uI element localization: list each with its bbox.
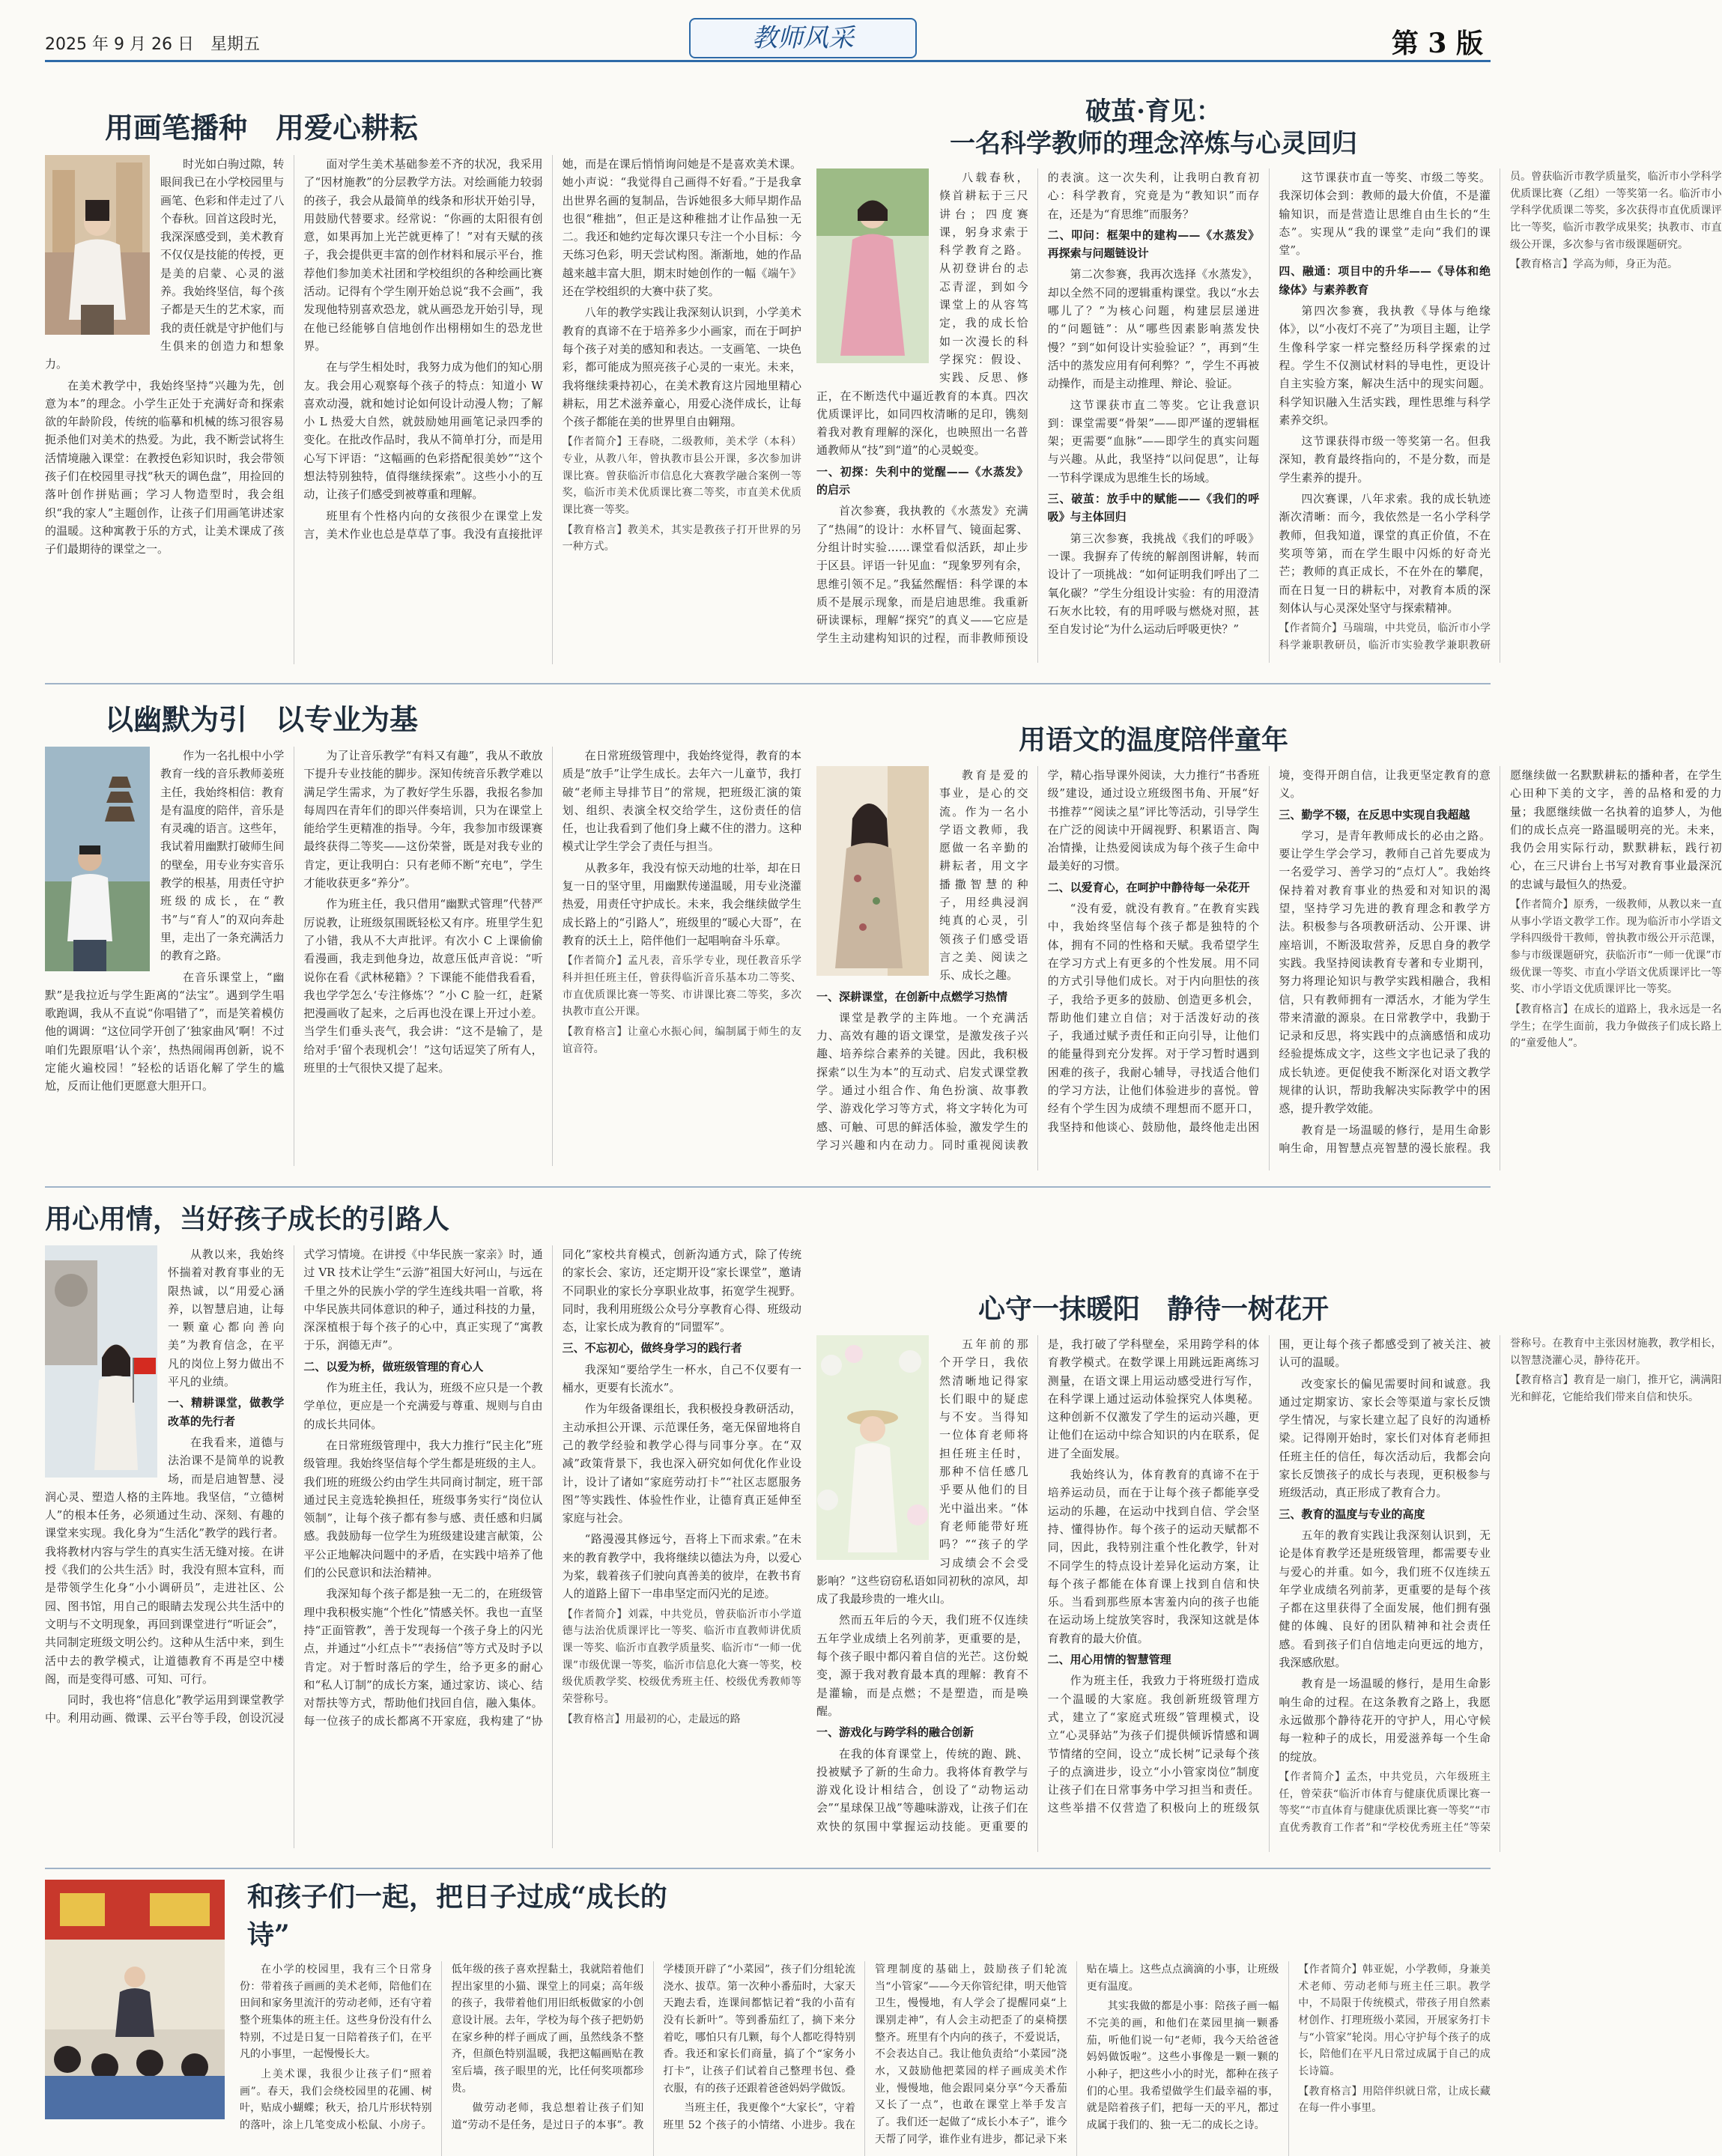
author-photo <box>816 1335 929 1560</box>
paragraph: 改变家长的偏见需要时间和诚意。我通过定期家访、家长会等渠道与家长反馈学生情况，与家长建立起了良好的沟通桥梁。记得刚开始时，家长们对体育老师担任班主任的信任，每次活动后，我都会向家长反馈孩子的成长与表现，更积极参与班级活动，真正形成了教育合力。 <box>1279 1376 1491 1500</box>
article-title: 用心用情，当好孩子成长的引路人 <box>45 1203 450 1235</box>
section-heading: 一、游戏化与跨学科的融合创新 <box>816 1725 974 1740</box>
article-body <box>45 747 801 1166</box>
section-heading: 一、精耕课堂，做教学改革的先行者 <box>168 1396 285 1428</box>
author-bio: 【作者简介】马瑞瑞，中共党员，临沂市小学科学兼职教研员，临沂市实验教学兼职教研员。曾获临沂市教学质量奖，临沂市小学科学优质课比赛（乙组）一等奖第一名。临沂市小学科学优质课二等奖，多次获得市直优质课评比一等奖，临沂市教学成果奖；执教市、市直级公开课，多次参与省市级课题研究。 <box>1279 171 1722 652</box>
author-bio: 【作者简介】王春晓，二级教师，美术学（本科）专业，从教八年，曾执教市县公开课，多次参加讲课比赛。曾获临沂市信息化大赛教学融合案例一等奖，临沂市美术优质课比赛二等奖，市直美术优质课比赛一等奖。 <box>562 436 801 517</box>
article-chinese <box>816 719 1722 1176</box>
section-heading: 三、不忘初心，做终身学习的践行者 <box>562 1341 742 1355</box>
section-heading: 一、深耕课堂，在创新中点燃学习热情 <box>816 989 1008 1003</box>
paragraph: 教育是一场温暖的修行，是用生命影响生命，用智慧点亮智慧的漫长旅程。我愿继续做一名默默耕耘的播种者，在学生心田种下美的文字，善的品格和爱的力量；我愿继续做一名执着的追梦人，为他们的成长点亮一路温暖明亮的光。未来，我仍会用实际行动，默默耕耘，践行初心，在三尺讲台上书写对教育事业最深沉的忠诚与最恒久的热爱。 <box>1279 768 1722 1155</box>
author-photo <box>45 747 150 971</box>
article-title: 破茧·育见： 一名科学教师的理念淬炼与心灵回归 <box>950 97 1357 159</box>
section-heading: 三、教育的温度与专业的高度 <box>1279 1507 1425 1521</box>
author-bio: 【作者简介】孟杰，中共党员，六年级班主任，曾荣获“临沂市体育与健康优质课比赛一等奖”“市直体育与健康优质课比赛一等奖”“市直优秀教育工作者”和“学校优秀班主任”等荣誉称号。在教育中主张因材施教，教学相长，以智慧浇灌心灵，静待花开。 <box>1279 1337 1722 1834</box>
article-science <box>816 96 1722 672</box>
section-heading: 四、融通：项目中的升华——《导体和绝缘体》与素养教育 <box>1279 264 1491 297</box>
paragraph: 我深知“要给学生一杯水，自己不仅要有一桶水，更要有长流水”。 <box>562 1362 801 1395</box>
paragraph: “没有爱，就没有教育。”在教育实践中，我始终坚信每个孩子都是独特的个体，拥有不同的性格和天赋。我希望学生在学习方式上有更多的个性发展。用不同的方式引导他们成长。对于内向胆怯的孩子，我给予更多的鼓励、创造更多机会，帮助他们建立自信；对于活泼好动的孩子，我通过赋予责任和正向引导，让他们的能量得到充分发挥。对于学习暂时遇到困难的孩子，我耐心辅导，寻找适合他们的学习方法，让他们体验进步的喜悦。曾经有个学生因为成绩不理想而不愿开口，我坚持和他谈心、鼓励他，最终他走出困境，变得开朗自信，让我更坚定教育的意义。 <box>1047 768 1491 1134</box>
paragraph: 在与学生相处时，我努力成为他们的知心朋友。我会用心观察每个孩子的特点：知道小 W 喜欢动漫，就和她讨论如何设计动漫人物；了解小 L 热爱大自然，就鼓励她用画笔记录四季的变化。在批改作品时，我从不简单打分，而是用心写下评语：“这幅画的色彩搭配很美妙”“这个想法特别独特，值得继续探索”。这些小小的互动，让孩子们感受到被尊重和理解。 <box>303 360 543 502</box>
article-body <box>816 766 1722 1170</box>
teaching-motto: 【教育格言】在成长的道路上，我永远是一名学生；在学生面前，我力争做孩子们成长路上的“童爱他人”。 <box>1509 1003 1722 1050</box>
paragraph: 这节课获市直二等奖。它让我意识到：课堂需要“骨架”——即严谨的逻辑框架；更需要“血脉”——即学生的真实问题与兴趣。从此，我坚持“以问促思”，让每一节科学课成为思维生长的场域。 <box>1047 398 1260 485</box>
teaching-motto: 【教育格言】教美术，其实是教孩子打开世界的另一种方式。 <box>562 523 801 553</box>
paragraph: “路漫漫其修远兮，吾将上下而求索。”在未来的教育教学中，我将继续以德法为舟，以爱心为桨，载着孩子们驶向真善美的彼岸，在教书育人的道路上留下一串串坚定而闪光的足迹。 <box>562 1532 801 1601</box>
photo-portrait-woman-white-coat-icon <box>45 155 150 335</box>
article-art-labor <box>240 1876 1491 2146</box>
paragraph: 在小学的校园里，我有三个日常身份：带着孩子画画的美术老师，陪他们在田间和家务里流汗的劳动老师，还有守着整个班集体的班主任。这些身份没有什么特别，不过是日复一日陪着孩子们，在平凡的小事里，一起慢慢长大。 <box>240 1964 432 2061</box>
paragraph: 当班主任，我更像个“大家长”，守着班里 52 个孩子的小情绪、小进步。我在管理制度的基础上，鼓励孩子们轮流当“小管家”——今天你管纪律，明天他管卫生，慢慢地，有人学会了提醒同桌“上课别走神”，有人会主动把歪了的桌椅摆整齐。班里有个内向的孩子，不爱说话，不会表达自己。我让他负责给“小菜园”浇水，又鼓励他把菜园的样子画成美术作业，慢慢地，他会跟同桌分享“今天番茄又长了一点”，也敢在课堂上举手发言了。我们还一起做了“成长小本子”，谁今天帮了同学，谁作业有进步，都记录下来贴在墙上。这些点点滴滴的小事，让班级更有温度。 <box>663 1964 1279 2146</box>
paragraph: 教育是爱的事业，是心的交流。作为一名小学语文教师，我愿做一名辛勤的耕耘者，用文字播撒智慧的种子，用经典浸润纯真的心灵，引领孩子们感受语言之美、阅读之乐、成长之趣。 <box>939 768 1028 983</box>
paragraph: 这节课获得市级一等奖第一名。但我深知，教育最终指向的，不是分数，而是学生素养的提升。 <box>1279 434 1491 485</box>
paragraph: 作为年级备课组长，我积极投身教研活动，主动承担公开课、示范课任务，毫无保留地将自己的教学经验和教学心得与同事分享。在“双减”政策背景下，我也深入研究如何优化作业设计，设计了诸如“家庭劳动打卡”“社区志愿服务图”等实践性、体验性作业，让德育真正延伸至家庭与社会。 <box>562 1402 801 1525</box>
paragraph: 八年的教学实践让我深刻认识到，小学美术教育的真谛不在于培养多少小画家，而在于呵护每个孩子对美的感知和表达。一支画笔、一块色彩，都可能成为照亮孩子心灵的一束光。未来，我将继续秉持初心，在美术教育这片园地里精心耕耘，用艺术滋养童心，用爱心浇伴成长，让每个孩子都能在美的世界里自由翱翔。 <box>562 306 801 429</box>
paragraph: 四次赛课，八年求索。我的成长轨迹渐次清晰：而今，我依然是一名小学科学教师，但我知道，课堂的真正价值，不在奖项等第，而在学生眼中闪烁的好奇光芒；教师的真正成长，不在外在的攀爬，而在日复一日的耕耘中，对教育本质的深刻体认与心灵深处坚守与探索精神。 <box>1279 492 1491 615</box>
section-title: 教师风采 <box>689 18 917 58</box>
article-body <box>816 168 1722 663</box>
section-heading: 二、用心用情的智慧管理 <box>1047 1653 1171 1667</box>
issue-date: 2025 年 9 月 26 日 星期五 <box>45 35 260 54</box>
article-morality <box>45 1198 801 1857</box>
paragraph: 作为班主任，我认为，班级不应只是一个教学单位，更应是一个充满爱与尊重、规则与自由的成长共同体。 <box>303 1381 543 1431</box>
divider <box>45 1868 1491 1869</box>
paragraph: 我始终认为，体育教育的真谛不在于培养运动员，而在于让每个孩子都能享受运动的乐趣，在运动中找到自信、学会坚持、懂得协作。每个孩子的运动天赋都不同，因此，我特别注重个性化教学，针对不同学生的特点设计差异化运动方案，让每个孩子都能在体育课上找到自信和快乐。当看到那些原本害羞内向的孩子也能在运动场上绽放笑容时，我深知这就是体育教育的最大价值。 <box>1047 1468 1260 1645</box>
paragraph: 作为一名扎根中小学教育一线的音乐教师姜班主任，我始终相信：教育是有温度的陪伴，音乐是有灵魂的语言。这些年，我试着用幽默打破师生间的壁垒，用专业夯实音乐教学的根基，用责任守护班级的成长，在“教书”与“育人”的双向奔赴里，走出了一条充满活力的教育之路。 <box>160 749 285 963</box>
author-photo <box>816 168 929 363</box>
section-heading: 三、破茧：放手中的赋能——《我们的呼吸》与主体回归 <box>1047 492 1260 524</box>
section-heading: 三、勤学不辍，在反思中实现自我超越 <box>1279 807 1470 822</box>
article-body <box>45 1245 801 1848</box>
paragraph: 然而五年后的今天，我们班不仅连续五年学业成绩上名列前茅，更重要的是，每个孩子眼中都闪着自信的光芒。这份蜕变，源于我对教育最本真的理解：教育不是灌输，而是点燃；不是塑造，而是唤醒。 <box>816 1613 1028 1718</box>
section-heading: 二、以爱育心，在呵护中静待每一朵花开 <box>1047 880 1250 894</box>
paragraph: 这节课获市直一等奖、市级二等奖。我深切体会到：教师的最大价值，不是灌输知识，而是营造让思维自由生长的“生态”。实现从“我的课堂”走向“我们的课堂”。 <box>1279 171 1491 258</box>
page-number: 第 3 版 <box>1391 28 1483 59</box>
paragraph: 作为班主任，我致力于将班级打造成一个温暖的大家庭。我创新班级管理方式，建立了“家庭式班级”管理模式，设立“心灵驿站”为孩子们提供倾诉情感和调节情绪的空间，设立“成长树”记录每个孩子的点滴进步，设立“小小管家岗位”制度让孩子们在日常事务中学习担当和责任。这些举措不仅营造了积极向上的班级氛围，更让每个孩子都感受到了被关注、被认可的温暖。 <box>1047 1337 1491 1815</box>
paragraph: 学习，是青年教师成长的必由之路。要让学生学会学习，教师自己首先要成为一名爱学习、善学习的“点灯人”。我始终保持着对教育事业的热爱和对知识的渴望，坚持学习先进的教育理念和教学方法。积极参与各项教研活动、公开课、讲座培训，不断汲取营养，反思自身的教学实践。我坚持阅读教育专著和专业期刊，努力将理论知识与教学实践相融合，我相信，只有教师拥有一潭活水，才能为学生带来清澈的源泉。在日常教学中，我勤于记录和反思，将实践中的点滴感悟和成功经验提炼成文字，这些文字也记录了我的成长轨迹。更促使我不断深化对语文教学规律的认识，帮助我解决实际教学中的困惑，提升教学效能。 <box>1279 828 1491 1116</box>
teaching-motto: 【教育格言】教育是一扇门，推开它，满满阳光和鲜花，它能给我们带来自信和快乐。 <box>1509 1374 1722 1404</box>
section-heading: 二、以爱为桥，做班级管理的育心人 <box>303 1359 484 1373</box>
paragraph: 作为班主任，我只借用“幽默式管理”代替严厉说教，让班级氛围既轻松又有序。班里学生犯了小错，我从不大声批评。有次小 C 上课偷偷看漫画，我走到他身边，故意压低声音说：“听说你在看《武林秘籍》？下课能不能借我看看，我也学学怎么‘专注修炼’？”小 C 脸一红，赶紧把漫画收了起来，之后再也没在课上开过小差。当学生们垂头丧气，我会讲：“这不是输了，是给对手‘留个表现机会’！”这句话逗笑了所有人，班里的士气很快又提了起来。 <box>303 897 543 1075</box>
photo-classroom-students-icon <box>45 1880 225 2119</box>
paragraph: 八载春秋，倏首耕耘于三尺讲台；四度赛课，躬身求索于科学教育之路。从初登讲台的忐忑青涩，到如今课堂上的从容笃定，我的成长恰如一次漫长的科学探究：假设、实践、反思、修正，在不断迭代中逼近教育的本真。四次优质课评比，如同四枚清晰的足印，镌刻着我对教育理解的深化，也映照出一名普通教师从“技”到“道”的心灵蜕变。 <box>816 171 1028 458</box>
paragraph: 时光如白驹过隙，转眼间我已在小学校园里与画笔、色彩和伴走过了八个春秋。回首这段时光，我深深感受到，美术教育不仅仅是技能的传授，更是美的启蒙、心灵的滋养。我始终坚信，每个孩子都是天生的艺术家，而我的责任就是守护他们与生俱来的创造力和想象力。 <box>45 157 285 371</box>
article-title: 用语文的温度陪伴童年 <box>1018 724 1288 756</box>
paragraph: 从教以来，我始终怀揣着对教育事业的无限热诚，以“用爱心涵养，以智慧启迪，让每一颗童心都向善向美”为教育信念，在平凡的岗位上努力做出不平凡的业绩。 <box>168 1248 285 1389</box>
author-bio: 【作者简介】韩亚妮，小学教师，身兼美术老师、劳动老师与班主任三职。教学中，不局限于传统模式，带孩子用自然素材创作、打理班级小菜园，开展家务打卡与“小管家”轮岗。用心守护每个孩子的成长，陪他们在平凡日常过成属于自己的成长诗篇。 <box>1298 1964 1491 2078</box>
paragraph: 第二次参赛，我再次选择《水蒸发》，却以全然不同的逻辑重构课堂。我以“水去哪儿了？”为核心问题，构建层层递进的“问题链”：从“哪些因素影响蒸发快慢？”到“如何设计实验验证？”，再到“生活中的蒸发应用有何利弊？”，学生不再被动操作，而是主动推理、辩论、验证。 <box>1047 267 1260 391</box>
article-body <box>45 155 801 664</box>
article-title: 以幽默为引 以专业为基 <box>105 702 419 736</box>
classroom-photo <box>45 1880 225 2119</box>
section-heading: 二、叩问：框架中的建构——《水蒸发》再探索与问题链设计 <box>1047 228 1260 261</box>
paragraph: 面对学生美术基础参差不齐的状况，我采用了“因材施教”的分层教学方法。对绘画能力较弱的孩子，我会从最简单的线条和形状开始引导，用鼓励代替要求。经常说：“你画的太阳很有创意，如果再加上光芒就更棒了！”对有天赋的孩子，我会提供更丰富的创作材料和展示平台，推荐他们参加美术社团和学校组织的各种绘画比赛活动。记得有个学生刚开始总说“我不会画”，我发现他特别喜欢恐龙，就从画恐龙开始引导，现在他已经能够自信地创作出栩栩如生的恐龙世界。 <box>303 157 543 353</box>
paragraph: 首次参赛，我执教的《水蒸发》充满了“热闹”的设计：水杯冒气、镜面起雾、分组计时实验……课堂看似活跃，却止步于区县。评语一针见血：“现象罗列有余，思维引领不足。”我猛然醒悟：科学课的本质不是展示现象，而是启迪思维。我重新研读课标，理解“探究”的真义——它应是学生主动建构知识的过程，而非教师预设的表演。这一次失利，让我明白教育初心：科学教育，究竟是为“教知识”而存在，还是为“育思维”而服务？ <box>816 171 1260 646</box>
teaching-motto: 【教育格言】学高为师，身正为范。 <box>1509 258 1678 271</box>
divider <box>45 683 1491 684</box>
teaching-motto: 【教育格言】用最初的心，走最远的路 <box>562 1713 741 1725</box>
teaching-motto: 【教育格言】让童心水振心间，编制属于师生的友谊音符。 <box>562 1025 801 1055</box>
article-body <box>240 1961 1491 2156</box>
paragraph: 教育是一场温暖的修行，是用生命影响生命的过程。在这条教育之路上，我愿永远做那个静待花开的守护人，用心守候每一粒种子的成长，用爱滋养每一个生命的绽放。 <box>1279 1677 1491 1764</box>
paragraph: 第三次参赛，我挑战《我们的呼吸》一课。我摒弃了传统的解剖图讲解，转而设计了一项挑战：“如何证明我们呼出了二氧化碳？”学生分组设计实验：有的用澄清石灰水比较，有的用呼吸与燃烧对照，甚至自发讨论“为什么运动后呼吸更快？” <box>1047 531 1260 637</box>
author-photo <box>45 1245 157 1478</box>
author-bio: 【作者简介】孟凡表，音乐学专业，现任教音乐学科并担任班主任，曾获得临沂音乐基本功二等奖、市直优质课比赛一等奖、市讲课比赛二等奖，多次执教市直公开课。 <box>562 955 801 1018</box>
photo-portrait-woman-pink-dress-icon <box>816 168 929 363</box>
article-painting <box>45 105 801 674</box>
paragraph: 做劳动老师，我总想着让孩子们知道“劳动不是任务，是过日子的本事”。教学楼顶开辟了“小菜园”，孩子们分组轮流浇水、拔草。第一次种小番茄时，大家天天跑去看，连课间都惦记着“我的小苗有没有长新叶”。等到番茄红了，摘下来分着吃，哪怕只有几颗，每个人都吃得特别香。我还和家长们商量，搞了个“家务小打卡”，让孩子们试着自己整理书包、叠衣服，有的孩子还跟着爸爸妈妈学做饭。 <box>451 1964 855 2132</box>
photo-portrait-woman-red-flag-icon <box>45 1245 157 1478</box>
article-music <box>45 696 801 1176</box>
author-bio: 【作者简介】刘霖，中共党员，曾获临沂市小学道德与法治优质课评比一等奖、临沂市直教师讲优质课一等奖、临沂市直教学质量奖、临沂市“一师一优课”市级优课一等奖，临沂市信息化大赛一等奖，校级优质教学奖、校级优秀班主任、校级优秀教师等荣誉称号。 <box>562 1608 801 1705</box>
section-heading: 一、初探：失利中的觉醒——《水蒸发》的启示 <box>816 464 1028 497</box>
author-photo <box>816 766 929 976</box>
photo-portrait-woman-floral-dress-icon <box>816 766 929 976</box>
paragraph: 从教多年，我没有惊天动地的壮举，却在日复一日的坚守里，用幽默传递温暖，用专业浇灌热爱，用责任守护成长。未来，我会继续做学生成长路上的“引路人”，班级里的“暖心大哥”，在教育的沃土上，陪伴他们一起唱响奋斗乐章。 <box>562 860 801 947</box>
photo-portrait-man-pagoda-icon <box>45 747 150 971</box>
paragraph: 上美术课，我很少让孩子们“照着画”。春天，我们会绕校园里的花圃、树叶，贴成小蝴蝶；秋天，拾几片形状特别的落叶，涂上几笔变成小松鼠、小房子。低年级的孩子喜欢捏黏土，我就陪着他们捏出家里的小猫、课堂上的同桌；高年级的孩子，我带着他们用旧纸板做家的小创意设计展。去年，学校为每个孩子把奶奶在家乡种的样子画成了画，虽然线条不整齐，但颜色特别温暖，我把这幅画贴在教室后墙，孩子眼里的光，比任何奖项都珍贵。 <box>240 1964 644 2132</box>
paragraph: 在音乐课堂上，“幽默”是我拉近与学生距离的“法宝”。遇到学生唱歌跑调，我从不直说“你唱错了”，而是笑着模仿他的调调：“这位同学开创了‘独家曲风’啊！不过咱们先跟原唱‘认个亲’，热热闹闹再创新，说不定能火遍校园！”轻松的话语化解了学生的尴尬，反而让他们更愿意大胆开口。 <box>45 970 285 1093</box>
author-photo <box>45 155 150 335</box>
article-pe <box>816 1288 1722 1857</box>
paragraph: 课堂是教学的主阵地。一个充满活力、高效有趣的语文课堂，是激发孩子兴趣、培养综合素养的关键。因此，我积极探索“以生为本”的互动式、启发式课堂教学。通过小组合作、角色扮演、故事教学、游戏化学习等方式，将文字转化为可感、可触、可思的鲜活体验，激发学生的学习兴趣和内在动力。同时重视阅读教学，精心指导课外阅读，大力推行“书香班级”建设，通过设立班级图书角、开展“好书推荐”“阅读之星”评比等活动，引导学生在广泛的阅读中开阔视野、积累语言、陶冶情操，让热爱阅读成为每个孩子生命中最美好的习惯。 <box>816 768 1260 1152</box>
article-title: 和孩子们一起，把日子过成“成长的诗” <box>247 1881 667 1951</box>
article-title: 心守一抹暖阳 静待一树花开 <box>977 1293 1329 1325</box>
masthead <box>45 13 1491 62</box>
photo-portrait-woman-garden-icon <box>816 1335 929 1560</box>
paragraph: 五年前的那个开学日，我依然清晰地记得家长们眼中的疑虑与不安。当得知一位体育老师将担任班主任时，那种不信任感几乎要从他们的目光中溢出来。“体育老师能带好班吗？”“孩子的学习成绩会不会受影响？”这些窃窃私语如同初秋的凉风，却成了我最珍贵的一堆火山。 <box>816 1337 1028 1606</box>
paragraph: 为了让音乐教学“有料又有趣”，我从不敢放下提升专业技能的脚步。深知传统音乐教学难以满足学生需求，为了教好学生乐器，我报名参加每周四在青年们的即兴伴奏培训，只为在课堂上能给学生更精准的指导。今年，我参加市级课赛最终获得二等奖——这份荣誉，既是对我专业的肯定，更让我明白：只有老师不断“充电”，学生才能收获更多“养分”。 <box>303 749 543 890</box>
paragraph: 班里有个性格内向的女孩很少在课堂上发言，美术作业也总是草草了事。我没有直接批评她，而是在课后悄悄询问她是不是喜欢美术课。她小声说：“我觉得自己画得不好看。”于是我拿出世界名画的复制品，告诉她很多大师早期作品也很“稚拙”，但正是这种稚拙才让作品独一无二。我还和她约定每次课只专注一个小目标：今天练习色彩，明天尝试构图。渐渐地，她的作品越来越丰富大胆，期末时她创作的一幅《端午》还在学校组织的大赛中获了奖。 <box>303 157 801 541</box>
paragraph: 在我看来，道德与法治课不是简单的说教场，而是启迪智慧、浸润心灵、塑造人格的主阵地。我坚信，“立德树人”的根本任务，必须通过生动、深刻、有趣的课堂来实现。我化身为“生活化”教学的践行者。我将教材内容与学生的真实生活无缝对接。在讲授《我们的公共生活》时，我没有照本宣科，而是带领学生化身“小小调研员”，走进社区、公园、图书馆，用自己的眼睛去发现公共生活中的文明与不文明现象，再回到课堂进行“听证会”，共同制定班级文明公约。这种从生活中来，到生活中去的教学模式，让道德教育不再是空中楼阁，而是变得可感、可知、可行。 <box>45 1435 285 1686</box>
paragraph: 我深知每个孩子都是独一无二的，在班级管理中我积极实施“个性化”情感关怀。我也一直坚持“正面管教”，善于发现每一个孩子身上的闪光点，并通过“小红点卡”“表扬信”等方式及时予以肯定。对于暂时落后的学生，给予更多的耐心和“私人订制”的成长方案，通过家访、谈心、结对帮扶等方式，帮助他们找回自信，融入集体。每一位孩子的成长都离不开家庭，我构建了“协同化”家校共育模式，创新沟通方式，除了传统的家长会、家访，还定期开设“家长课堂”，邀请不同职业的家长分享职业故事，拓宽学生视野。同时，我利用班级公众号分享教育心得、班级动态，让家长成为教育的“同盟军”。 <box>303 1248 801 1728</box>
paragraph: 第四次参赛，我执教《导体与绝缘体》，以“小夜灯不亮了”为项目主题，让学生像科学家一样完整经历科学探索的过程。学生不仅测试材料的导电性，更设计自主实验方案，解决生活中的现实问题。科学知识融入生活实践，理性思维与科学素养交织。 <box>1279 304 1491 427</box>
paragraph: 在美术教学中，我始终坚持“兴趣为先，创意为本”的理念。小学生正处于充满好奇和探索欲的年龄阶段，传统的临摹和机械的练习很容易扼杀他们对美术的热爱。为此，我不断尝试将生活情境融入课堂：在教授色彩知识时，我会带领孩子们在校园里寻找“秋天的调色盘”，用捡回的落叶创作拼贴画；学习人物造型时，我会组织“我的家人”主题创作，让孩子们用画笔讲述家的温暖。这种寓教于乐的方式，让美术课成了孩子们最期待的课堂之一。 <box>45 378 285 556</box>
paragraph: 在我的体育课堂上，传统的跑、跳、投被赋予了新的生命力。我将体育教学与游戏化设计相结合，创设了“动物运动会”“星球保卫战”等趣味游戏，让孩子们在欢快的氛围中掌握运动技能。更重要的是，我打破了学科壁垒，采用跨学科的体育教学模式。在数学课上用跳远距离练习测量，在语文课上用运动感受进行写作，在科学课上通过运动体验探究人体奥秘。这种创新不仅激发了学生的运动兴趣，更让他们在运动中综合知识的内在联系，促进了全面发展。 <box>816 1337 1260 1833</box>
paragraph: 在日常班级管理中，我始终觉得，教育的本质是“放手”让学生成长。去年六一儿童节，我打破“老师主导排节目”的常规，把班级汇演的策划、组织、表演全权交给学生，这份责任的信任，也让我看到了他们身上藏不住的潜力。这种模式让学生学会了责任与担当。 <box>562 749 801 854</box>
article-body <box>816 1335 1722 1852</box>
paragraph: 在日常班级管理中，我大力推行“民主化”班级管理。我始终坚信每个学生都是班级的主人。我们班的班级公约由学生共同商讨制定，班干部通过民主竞选轮换担任，班级事务实行“岗位认领制”，让每个孩子都有参与感、责任感和归属感。我鼓励每一位学生为班级建设建言献策，公平公正地解决问题中的矛盾，在实践中培养了他们的公民意识和法治精神。 <box>303 1438 543 1580</box>
teaching-motto: 【教育格言】用陪伴织就日常，让成长藏在每一件小事里。 <box>1298 2085 1491 2115</box>
author-bio: 【作者简介】原秀，一级教师，从教以来一直从事小学语文教学工作。现为临沂市小学语文学科四级骨干教师，曾执教市级公开示范课，参与市级课题研究，获临沂市“一师一优课”市级优课一等奖、市直小学语文优质课评比一等奖、市小学语文优质课评比一等奖。 <box>1509 899 1722 996</box>
paragraph: 五年的教育实践让我深刻认识到，无论是体育教学还是班级管理，都需要专业与爱心的并重。如今，我们班不仅连续五年学业成绩名列前茅，更重要的是每个孩子都在这里获得了全面发展，他们拥有强健的体魄、良好的团队精神和社会责任感。看到孩子们自信地走向更远的地方，我深感欣慰。 <box>1279 1528 1491 1670</box>
paragraph: 同时，我也将“信息化”教学运用到课堂教学中。利用动画、微课、云平台等手段，创设沉浸式学习情境。在讲授《中华民族一家亲》时，通过 VR 技术让学生“云游”祖国大好河山，与远在千里之外的民族小学的学生连线共唱一首歌，将中华民族共同体意识的种子，通过科技的力量，深深植根于每个孩子的心中，真正实现了“寓教于乐，润德无声”。 <box>45 1248 543 1725</box>
paragraph: 其实我做的都是小事：陪孩子画一幅不完美的画，和他们在菜园里摘一颗番茄，听他们说一句“老师，我今天给爸爸妈妈做饭啦”。这些小事像是一颗一颗的小种子，把这些小小的时光，都种在孩子们的心里。我希望做学生们最幸福的事，就是陪着孩子们，把每一天的平凡，都过成属于我们的、独一无二的成长之诗。 <box>1086 2000 1279 2132</box>
article-title: 用画笔播种 用爱心耕耘 <box>105 111 419 145</box>
divider <box>45 1186 1491 1188</box>
